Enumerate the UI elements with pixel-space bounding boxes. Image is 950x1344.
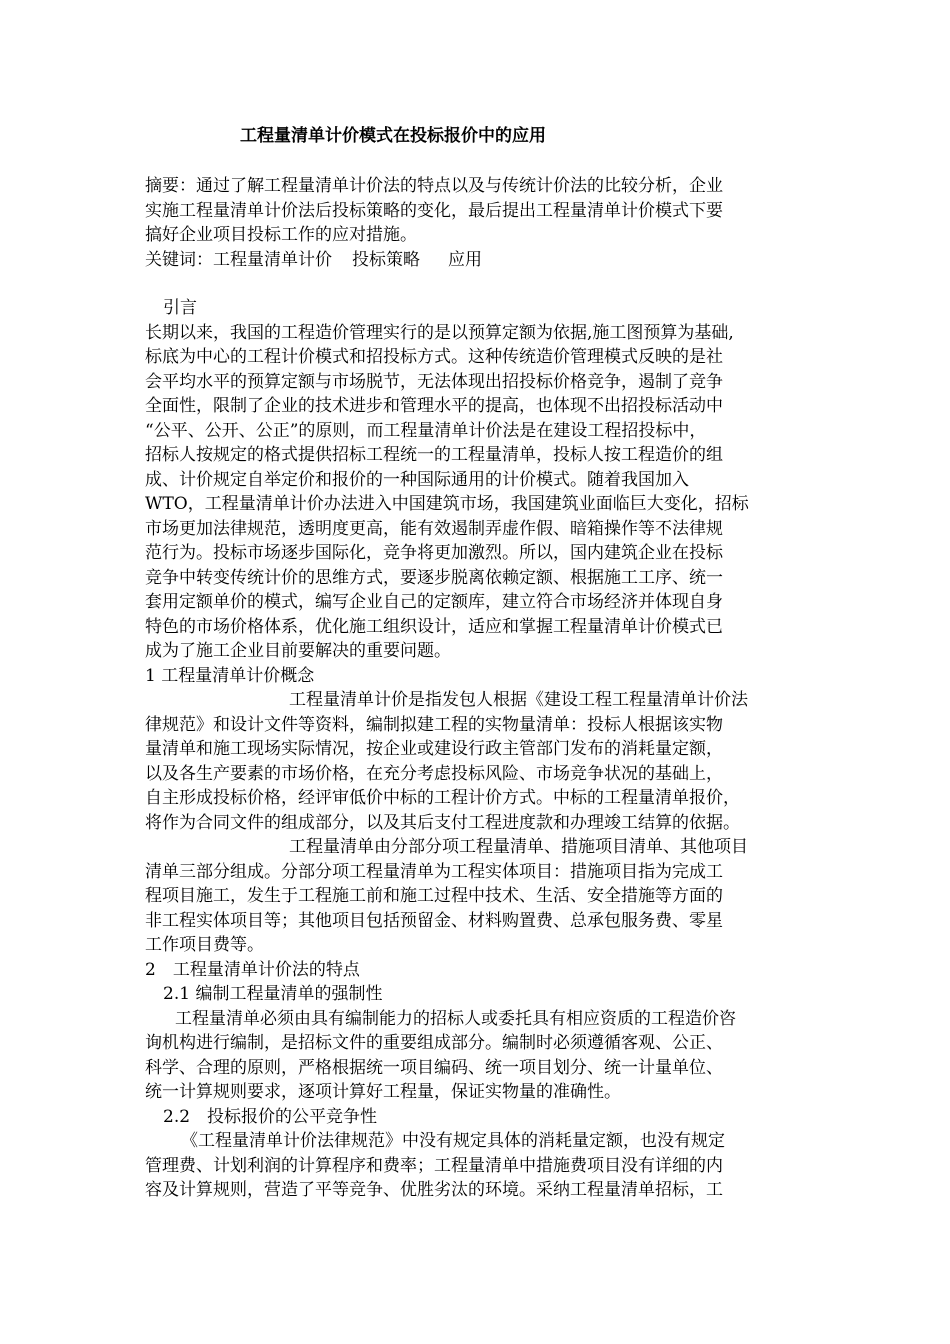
paragraph-line: 询机构进行编制，是招标文件的重要组成部分。编制时必须遵循客观、公正、 (145, 1033, 723, 1053)
paragraph-line: 统一计算规则要求，逐项计算好工程量，保证实物量的准确性。 (145, 1082, 621, 1102)
paragraph-line: 量清单和施工现场实际情况，按企业或建设行政主管部门发布的消耗量定额， (145, 739, 723, 759)
abstract (145, 174, 825, 248)
paragraph-line: 工程量清单必须由具有编制能力的招标人或委托具有相应资质的工程造价咨 (175, 1008, 736, 1029)
paragraph-line: 长期以来，我国的工程造价管理实行的是以预算定额为依据,施工图预算为基础, (145, 322, 734, 343)
paragraph-line: 特色的市场价格体系，优化施工组织设计，适应和掌握工程量清单计价模式已 (145, 616, 723, 637)
abstract-line: 搞好企业项目投标工作的应对措施。 (145, 225, 417, 245)
paragraph-line: 范行为。投标市场逐步国际化，竞争将更加激烈。所以，国内建筑企业在投标 (145, 543, 723, 563)
paragraph-line: 将作为合同文件的组成部分，以及其后支付工程进度款和办理竣工结算的依据。 (145, 812, 740, 833)
paragraph-line: 管理费、计划利润的计算程序和费率；工程量清单中措施费项目没有详细的内 (145, 1155, 723, 1176)
keywords (145, 248, 825, 273)
paragraph-line: 科学、合理的原则，严格根据统一项目编码、统一项目划分、统一计量单位、 (145, 1057, 723, 1078)
section-heading: 1 工程量清单计价概念 (145, 665, 315, 686)
paragraph-line: 成为了施工企业目前要解决的重要问题。 (145, 641, 451, 661)
abstract-line: 摘要：通过了解工程量清单计价法的特点以及与传统计价法的比较分析，企业 (145, 176, 723, 196)
subsection-heading: 2.2 投标报价的公平竞争性 (163, 1106, 378, 1127)
section-1 (145, 664, 825, 958)
paragraph-line: 成、计价规定自举定价和报价的一种国际通用的计价模式。随着我国加入 (145, 469, 689, 490)
keyword: 投标策略 (352, 249, 420, 270)
paragraph-line: 清单三部分组成。分部分项工程量清单为工程实体项目：措施项目指为完成工 (145, 861, 723, 882)
section-2 (145, 958, 825, 1203)
paragraph-line: 标底为中心的工程计价模式和招投标方式。这种传统造价管理模式反映的是社 (145, 347, 723, 367)
paragraph-line: 套用定额单价的模式，编写企业自己的定额库，建立符合市场经济并体现自身 (145, 592, 723, 612)
paragraph-line: 容及计算规则，营造了平等竞争、优胜劣汰的环境。采纳工程量清单招标，工 (145, 1180, 723, 1200)
paragraph-line: 全面性，限制了企业的技术进步和管理水平的提高，也体现不出招投标活动中 (145, 396, 723, 416)
paragraph-line: WTO，工程量清单计价办法进入中国建筑市场，我国建筑业面临巨大变化，招标 (145, 494, 749, 514)
paragraph-line: 工程量清单由分部分项工程量清单、措施项目清单、其他项目 (289, 837, 748, 857)
section-heading: 2 工程量清单计价法的特点 (145, 959, 360, 980)
keywords-label: 关键词： (145, 249, 213, 270)
paragraph-line: 招标人按规定的格式提供招标工程统一的工程量清单，投标人按工程造价的组 (145, 445, 723, 465)
paragraph-line: 《工程量清单计价法律规范》中没有规定具体的消耗量定额，也没有规定 (181, 1131, 725, 1151)
keyword: 应用 (448, 249, 482, 270)
subsection-heading: 2.1 编制工程量清单的强制性 (163, 984, 383, 1004)
section-heading: 引言 (163, 298, 197, 318)
keyword: 工程量清单计价 (213, 249, 332, 270)
paragraph-line: 竞争中转变传统计价的思维方式，要逐步脱离依赖定额、根据施工工序、统一 (145, 567, 723, 588)
paragraph-line: 会平均水平的预算定额与市场脱节，无法体现出招投标价格竞争，遏制了竞争 (145, 371, 723, 392)
document-page (145, 118, 825, 1203)
document-title: 工程量清单计价模式在投标报价中的应用 (240, 126, 546, 146)
paragraph-line: 以及各生产要素的市场价格，在充分考虑投标风险、市场竞争状况的基础上， (145, 763, 723, 784)
paragraph-line: “公平、公开、公正”的原则，而工程量清单计价法是在建设工程招投标中， (145, 420, 707, 441)
paragraph-line: 非工程实体项目等；其他项目包括预留金、材料购置费、总承包服务费、零星 (145, 910, 723, 931)
abstract-line: 实施工程量清单计价法后投标策略的变化，最后提出工程量清单计价模式下要 (145, 200, 723, 221)
paragraph-line: 工程量清单计价是指发包人根据《建设工程工程量清单计价法 (289, 690, 748, 710)
paragraph-line: 工作项目费等。 (145, 935, 264, 955)
paragraph-line: 自主形成投标价格，经评审低价中标的工程计价方式。中标的工程量清单报价， (145, 788, 740, 808)
intro-section (145, 296, 825, 664)
paragraph-line: 程项目施工，发生于工程施工前和施工过程中技术、生活、安全措施等方面的 (145, 886, 723, 906)
paragraph-line: 市场更加法律规范，透明度更高，能有效遏制弄虚作假、暗箱操作等不法律规 (145, 518, 723, 539)
paragraph-line: 律规范》和设计文件等资料，编制拟建工程的实物量清单：投标人根据该实物 (145, 714, 723, 735)
